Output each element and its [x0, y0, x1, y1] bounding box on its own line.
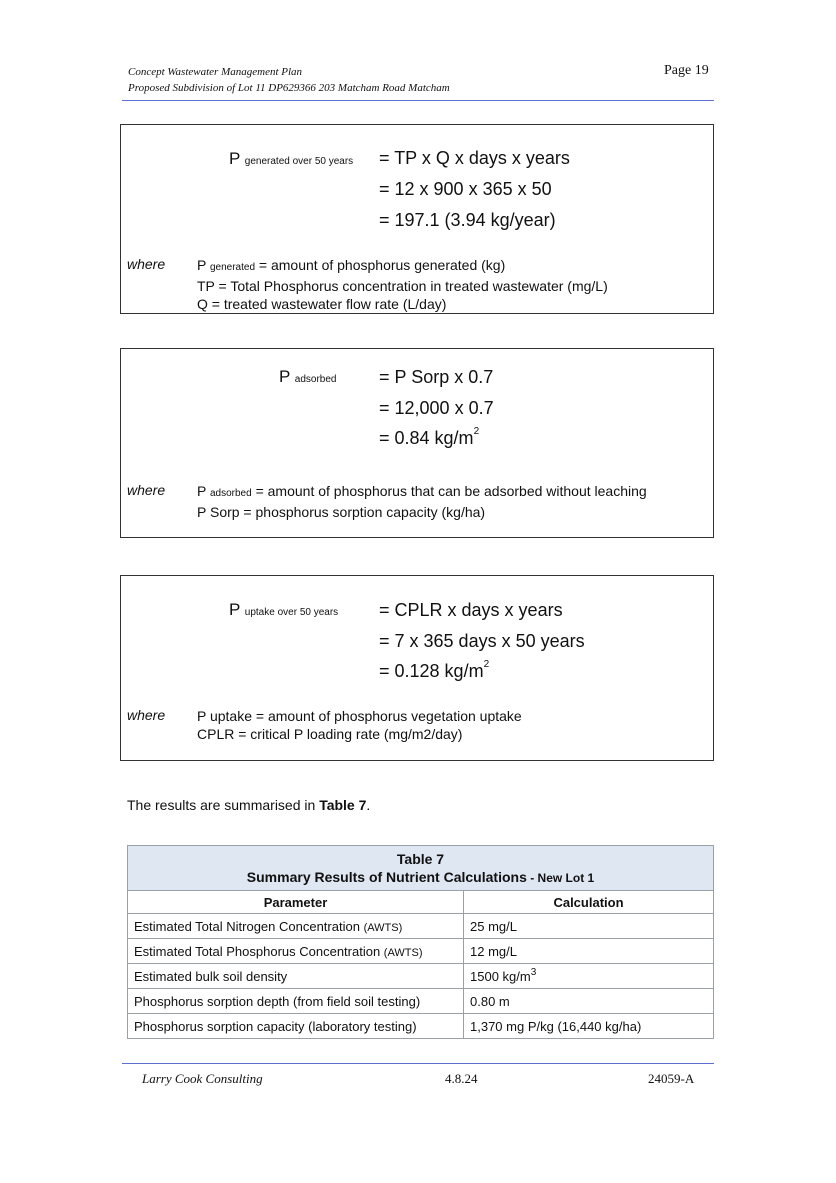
cell-parameter: Estimated Total Nitrogen Concentration (AWTS): [128, 914, 464, 939]
summary-table: [127, 845, 714, 1039]
footer-reference: 24059-A: [648, 1071, 695, 1086]
cell-calculation: 0.80 m: [464, 989, 714, 1014]
cell-calculation: 12 mg/L: [464, 939, 714, 964]
cell-calculation: 25 mg/L: [464, 914, 714, 939]
equation-line-3: = 0.128 $kg/m^2$: [379, 659, 490, 681]
equation-line-2: = 12 x 900 x 365 x 50: [379, 179, 552, 199]
definition-cplr: CPLR = critical P loading rate (mg/m2/day): [197, 726, 463, 742]
definition-tp: TP = Total Phosphorus concentration in treated wastewater (mg/L): [197, 278, 608, 294]
formula-label: P generated over 50 years: [229, 149, 354, 168]
column-header-calculation: Calculation: [464, 891, 714, 914]
definition-list: [197, 482, 647, 521]
definition-p-generated: P generated = amount of phosphorus generated (kg): [197, 257, 506, 273]
cell-parameter: Estimated bulk soil density: [128, 964, 464, 989]
where-label: where: [127, 482, 166, 498]
formula-label: P uptake over 50 years: [229, 600, 339, 619]
table-row: [128, 939, 714, 964]
cell-calculation: 1500 $kg/m^3$: [464, 964, 714, 989]
table-row: [128, 989, 714, 1014]
definition-list: [197, 256, 608, 313]
definition-p-adsorbed: P adsorbed = amount of phosphorus that can be adsorbed without leaching: [197, 483, 647, 499]
cell-parameter: Phosphorus sorption depth (from field soil testing): [128, 989, 464, 1014]
table-row: [128, 914, 714, 939]
results-intro-text: The results are summarised in Table 7.: [127, 797, 371, 813]
definition-p-sorp: P Sorp = phosphorus sorption capacity (kg/ha): [197, 504, 486, 520]
table-row: [128, 964, 714, 989]
formula-label: P adsorbed: [279, 367, 337, 386]
column-header-parameter: Parameter: [128, 891, 464, 914]
cell-parameter: Estimated Total Phosphorus Concentration (AWTS): [128, 939, 464, 964]
header-document-title: Concept Wastewater Management Plan: [128, 66, 303, 78]
table-subtitle: Summary Results of Nutrient Calculations - New Lot 1: [246, 868, 595, 885]
definition-q: Q = treated wastewater flow rate (L/day): [197, 296, 447, 312]
table-row: [128, 1014, 714, 1039]
header-rule: [122, 100, 714, 101]
page-number: Page 19: [664, 63, 709, 78]
header-document-subtitle: Proposed Subdivision of Lot 11 DP629366 203 Matcham Road Matcham: [128, 82, 450, 94]
equation-line-2: = 7 x 365 days x 50 years: [379, 631, 585, 651]
table-reference: Table 7: [319, 797, 367, 813]
table-title: Table 7: [396, 850, 445, 867]
equation-line-1: = CPLR x days x years: [379, 600, 563, 620]
equation-line-1: = P Sorp x 0.7: [379, 367, 494, 387]
formula-box-p-adsorbed: [120, 348, 714, 538]
footer-rule: [122, 1063, 714, 1064]
definition-list: [197, 707, 522, 743]
definition-p-uptake: P uptake = amount of phosphorus vegetation uptake: [197, 708, 522, 724]
table-caption: [128, 846, 714, 891]
formula-box-p-generated: [120, 124, 714, 314]
equation-line-3: = 197.1 (3.94 kg/year): [379, 210, 556, 230]
cell-calculation: 1,370 mg P/kg (16,440 kg/ha): [464, 1014, 714, 1039]
where-label: where: [127, 256, 166, 272]
equation-line-2: = 12,000 x 0.7: [379, 398, 494, 418]
table-header-row: [128, 891, 714, 914]
formula-box-p-uptake: [120, 575, 714, 761]
cell-parameter: Phosphorus sorption capacity (laboratory testing): [128, 1014, 464, 1039]
where-label: where: [127, 707, 166, 723]
equation-line-3: = 0.84 $kg/m^2$: [379, 426, 480, 448]
footer-date: 4.8.24: [445, 1071, 478, 1086]
footer-company: Larry Cook Consulting: [142, 1071, 263, 1086]
equation-line-1: = TP x Q x days x years: [379, 148, 570, 168]
